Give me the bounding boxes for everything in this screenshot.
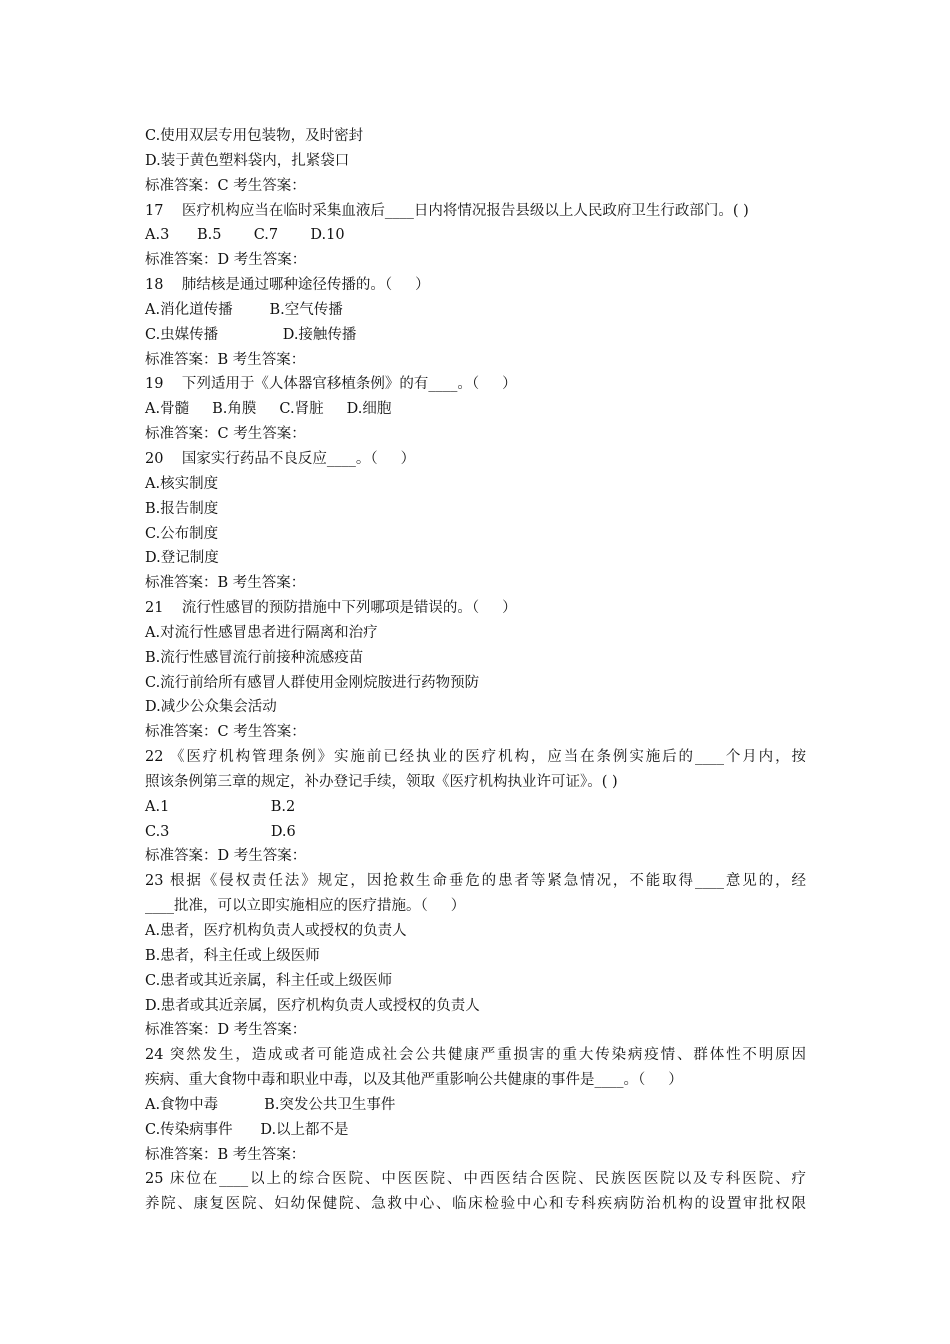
text-line: A.1 B.2 <box>145 798 296 815</box>
text-line: ____批准，可以立即实施相应的医疗措施。（ ） <box>145 898 466 915</box>
text-line: 标准答案：B 考生答案： <box>145 351 306 368</box>
text-line: 25 床位在____以上的综合医院、中医医院、中西医结合医院、民族医医院以及专科医院、疗 <box>145 1171 806 1188</box>
text-line: 标准答案：C 考生答案： <box>145 177 306 194</box>
text-line: 标准答案：D 考生答案： <box>145 1022 307 1039</box>
text-line: 19 下列适用于《人体器官移植条例》的有____。（ ） <box>145 376 517 393</box>
text-line: 22 《医疗机构管理条例》实施前已经执业的医疗机构，应当在条例实施后的____个月内，按 <box>145 749 806 766</box>
text-line: C.虫媒传播 D.接触传播 <box>145 326 357 343</box>
text-line: 照该条例第三章的规定，补办登记手续，领取《医疗机构执业许可证》。( ) <box>145 773 618 790</box>
text-line: 18 肺结核是通过哪种途径传播的。（ ） <box>145 277 430 294</box>
text-line: 标准答案：D 考生答案： <box>145 848 307 865</box>
text-line: D.患者或其近亲属，医疗机构负责人或授权的负责人 <box>145 997 480 1014</box>
text-line: A.骨髓 B.角膜 C.肾脏 D.细胞 <box>145 401 392 418</box>
text-line: 标准答案：B 考生答案： <box>145 575 306 592</box>
text-line: 标准答案：C 考生答案： <box>145 426 306 443</box>
text-line: A.核实制度 <box>145 475 219 492</box>
text-line: 17 医疗机构应当在临时采集血液后____日内将情况报告县级以上人民政府卫生行政部门。( ) <box>145 202 749 219</box>
text-line: D.登记制度 <box>145 550 219 567</box>
text-line: B.流行性感冒流行前接种流感疫苗 <box>145 649 364 666</box>
text-line: 20 国家实行药品不良反应____。（ ） <box>145 450 416 467</box>
text-line: C.传染病事件 D.以上都不是 <box>145 1121 349 1138</box>
text-line: B.报告制度 <box>145 500 219 517</box>
text-line: A.患者，医疗机构负责人或授权的负责人 <box>145 923 407 939</box>
text-line: A.对流行性感冒患者进行隔离和治疗 <box>145 624 378 641</box>
text-line: A.食物中毒 B.突发公共卫生事件 <box>145 1096 396 1113</box>
text-line: 标准答案：C 考生答案： <box>145 724 306 741</box>
text-line: C.3 D.6 <box>145 823 296 840</box>
text-line: 23 根据《侵权责任法》规定，因抢救生命垂危的患者等紧急情况，不能取得____意见的，经 <box>145 873 806 890</box>
text-line: 养院、康复医院、妇幼保健院、急救中心、临床检验中心和专科疾病防治机构的设置审批权限 <box>145 1196 806 1213</box>
text-line: 疾病、重大食物中毒和职业中毒，以及其他严重影响公共健康的事件是____。（ ） <box>145 1072 683 1089</box>
text-line: C.公布制度 <box>145 525 219 542</box>
text-line: D.装于黄色塑料袋内，扎紧袋口 <box>145 152 350 169</box>
text-line: 标准答案：D 考生答案： <box>145 252 307 269</box>
text-line: C.流行前给所有感冒人群使用金刚烷胺进行药物预防 <box>145 674 480 691</box>
text-line: C.患者或其近亲属，科主任或上级医师 <box>145 972 393 989</box>
text-line: 24 突然发生，造成或者可能造成社会公共健康严重损害的重大传染病疫情、群体性不明原因 <box>145 1047 806 1064</box>
text-line: 标准答案：B 考生答案： <box>145 1146 306 1163</box>
text-line: C.使用双层专用包装物，及时密封 <box>145 128 364 144</box>
text-line: D.减少公众集会活动 <box>145 699 277 716</box>
document-body <box>145 124 806 1217</box>
text-line: B.患者，科主任或上级医师 <box>145 947 320 964</box>
text-line: A.消化道传播 B.空气传播 <box>145 301 343 318</box>
text-line: A.3 B.5 C.7 D.10 <box>145 227 345 244</box>
text-line: 21 流行性感冒的预防措施中下列哪项是错误的。（ ） <box>145 600 517 617</box>
